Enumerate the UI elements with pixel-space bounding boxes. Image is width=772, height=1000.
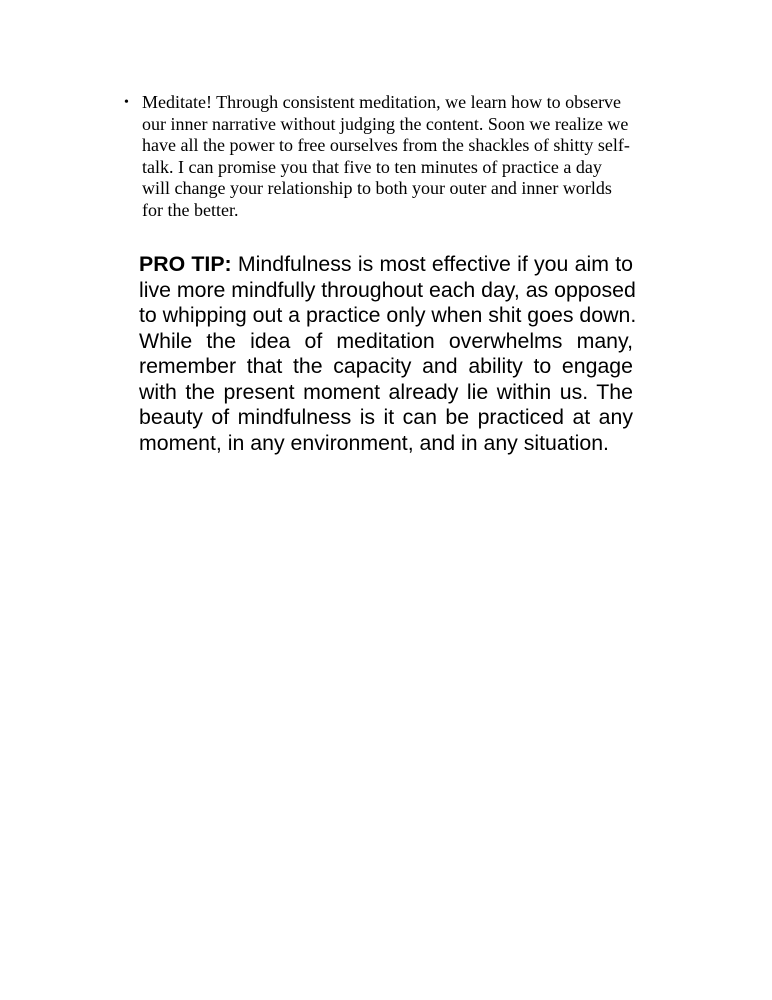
bullet-text-line: our inner narrative without judging the content. Soon we realize we <box>142 113 629 134</box>
bullet-marker: • <box>124 95 129 110</box>
bullet-text-line: will change your relationship to both your outer and inner worlds <box>142 178 612 198</box>
pro-tip-line: to whipping out a practice only when shit goes down. <box>139 303 637 327</box>
bullet-text-line: have all the power to free ourselves from the shackles of shitty self- <box>142 135 630 155</box>
bullet-text-line: for the better. <box>142 199 239 220</box>
pro-tip-line <box>139 252 633 278</box>
bullet-text-line: talk. I can promise you that five to ten minutes of practice a day <box>142 156 602 177</box>
pro-tip-label: PRO TIP: <box>139 252 232 276</box>
pro-tip-line: remember that the capacity and ability to engage <box>139 354 633 378</box>
pro-tip-line: with the present moment already lie within us. The <box>139 379 633 404</box>
bullet-text-line: Meditate! Through consistent meditation, we learn how to observe <box>142 92 622 112</box>
pro-tip-line: beauty of mindfulness is it can be practiced at any <box>139 405 633 429</box>
bullet-list <box>120 92 660 221</box>
pro-tip-text: Mindfulness is most effective if you aim to <box>231 252 633 276</box>
pro-tip-line: While the idea of meditation overwhelms many, <box>139 328 633 353</box>
pro-tip-line: moment, in any environment, and in any situation. <box>139 430 609 455</box>
bullet-item-meditate <box>120 92 660 221</box>
pro-tip-line: live more mindfully throughout each day, as opposed <box>139 277 636 302</box>
pro-tip-block <box>139 252 637 456</box>
